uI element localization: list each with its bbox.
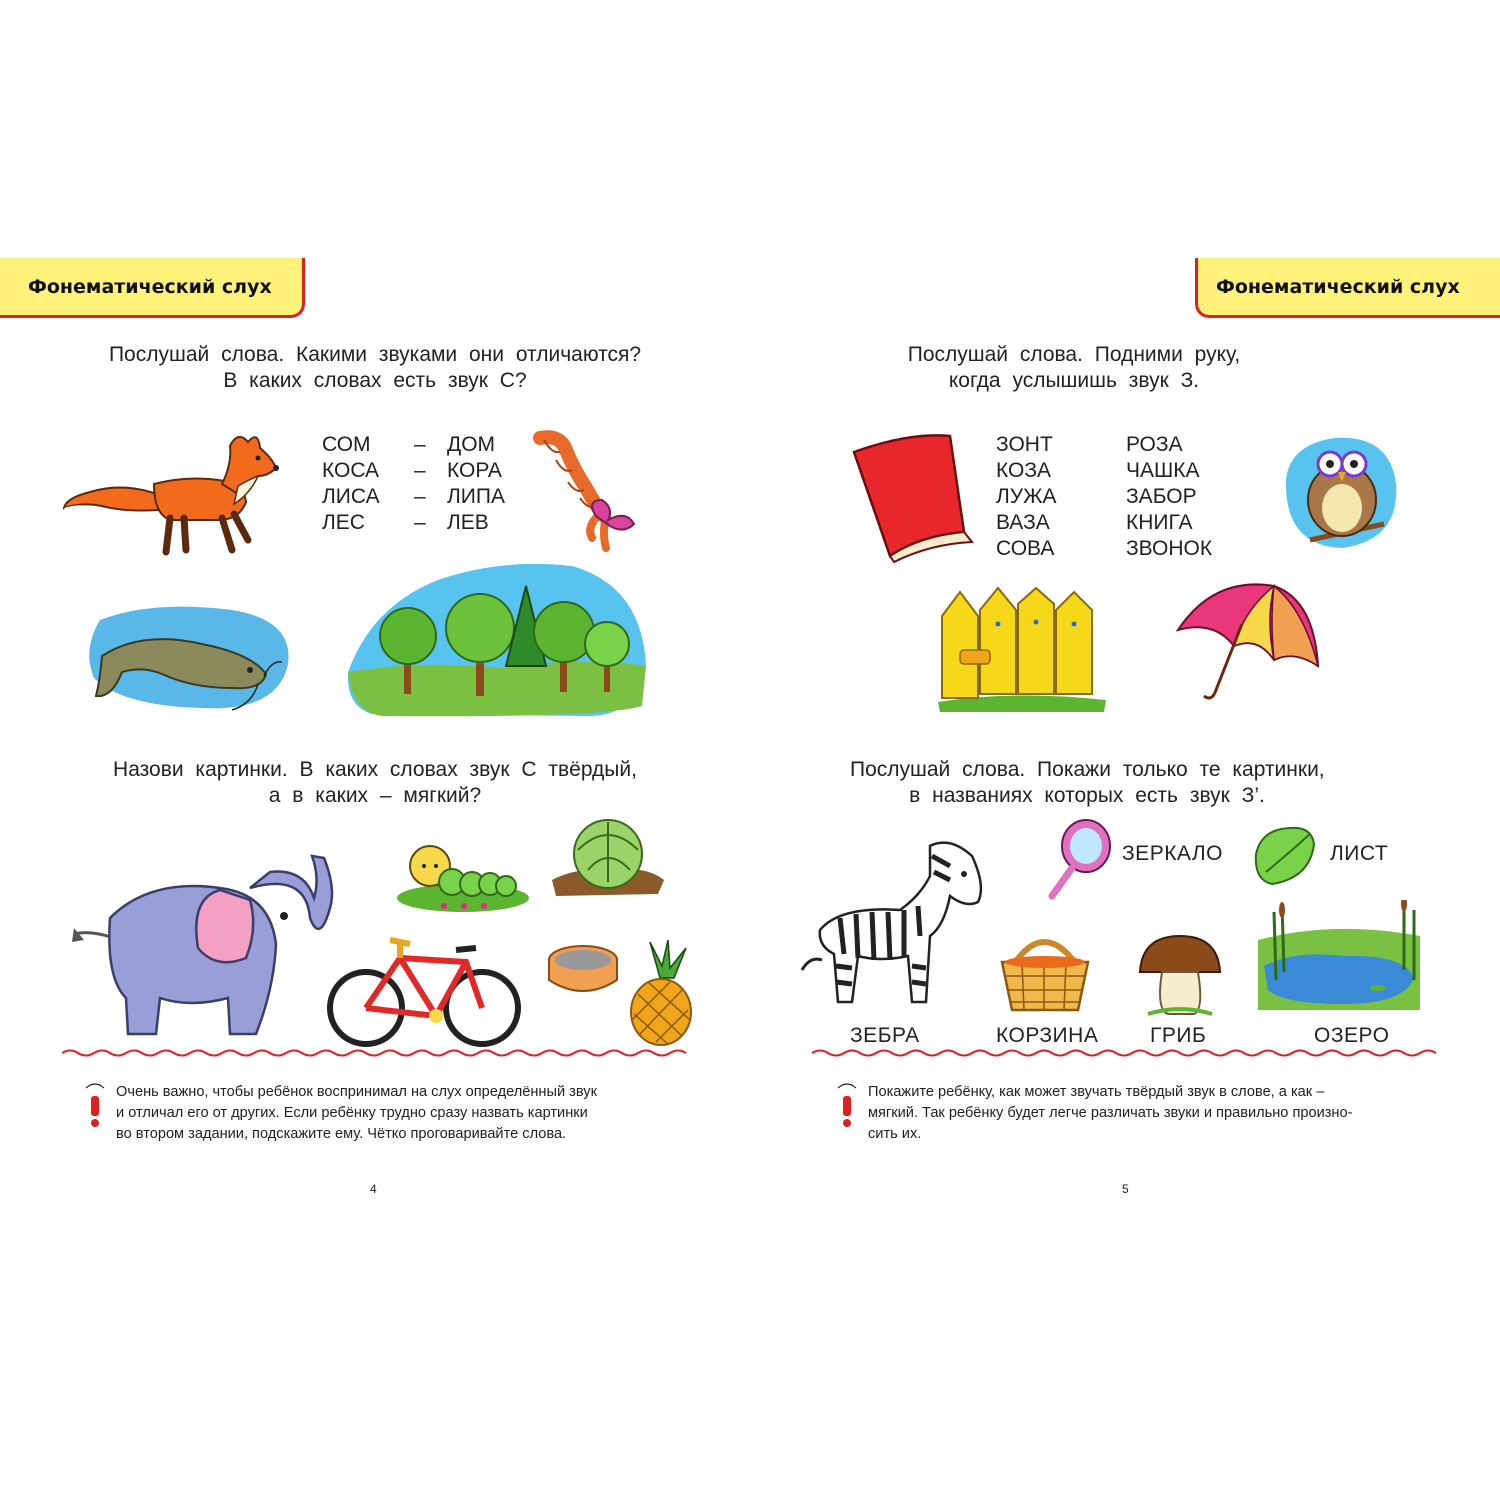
word: ЛЕС <box>322 511 365 534</box>
dash: – <box>414 433 426 456</box>
label-mirror: ЗЕРКАЛО <box>1122 842 1224 865</box>
mushroom-illustration <box>1138 934 1222 1016</box>
section-header <box>1195 258 1500 318</box>
instruction-line: Послушай слова. Подними руку, <box>907 343 1241 366</box>
task1-instruction <box>850 342 1298 394</box>
word: КНИГА <box>1126 511 1193 534</box>
section-header-label: Фонематический слух <box>28 275 272 298</box>
leaf-illustration <box>1252 824 1318 886</box>
exclamation-icon <box>836 1082 858 1130</box>
instruction-line: в названиях которых есть звук З’. <box>909 784 1265 807</box>
word: КОСА <box>322 459 380 482</box>
label-mushroom: ГРИБ <box>1150 1024 1207 1047</box>
instruction-line: а в каких – мягкий? <box>268 784 482 807</box>
mirror-illustration <box>1048 818 1114 900</box>
caterpillar-illustration <box>394 826 532 914</box>
fox-illustration <box>62 424 282 556</box>
task2-instruction <box>850 757 1324 809</box>
word-pair <box>322 458 505 484</box>
word: КОРА <box>447 459 502 482</box>
word-pair <box>322 432 505 458</box>
pineapple-illustration <box>624 938 698 1046</box>
word: ВАЗА <box>996 511 1050 534</box>
instruction-line: Послушай слова. Покажи только те картинки, <box>850 758 1325 781</box>
braid-illustration <box>530 430 640 558</box>
forest-illustration <box>342 556 652 718</box>
word: ЗОНТ <box>996 433 1053 456</box>
word: ЗАБОР <box>1126 485 1197 508</box>
instruction-line: когда услышишь звук З. <box>948 369 1200 392</box>
word: ЛИПА <box>447 485 505 508</box>
word: ЛЕВ <box>447 511 489 534</box>
word: ДОМ <box>447 433 496 456</box>
word: КОЗА <box>996 459 1052 482</box>
divider-line <box>62 1046 690 1060</box>
task2-instruction <box>80 757 670 809</box>
dash: – <box>414 485 426 508</box>
instruction-line: Послушай слова. Какими звуками они отличаются? <box>108 343 642 366</box>
exclamation-icon <box>84 1082 106 1130</box>
adult-note <box>116 1082 597 1145</box>
label-zebra: ЗЕБРА <box>850 1024 920 1047</box>
fence-illustration <box>934 586 1110 714</box>
word: ЛИСА <box>322 485 380 508</box>
word: СОМ <box>322 433 371 456</box>
note-line: мягкий. Так ребёнку будет легче различать звуки и правильно произно- <box>868 1105 1353 1121</box>
word: ЗВОНОК <box>1126 537 1213 560</box>
word-pair <box>322 484 505 510</box>
catfish-illustration <box>82 600 294 718</box>
section-header-label: Фонематический слух <box>1216 275 1460 298</box>
word-column-2 <box>1126 432 1212 562</box>
dash: – <box>414 459 426 482</box>
label-basket: КОРЗИНА <box>996 1024 1099 1047</box>
word: ЧАШКА <box>1126 459 1200 482</box>
umbrella-illustration <box>1174 580 1322 704</box>
note-line: во втором задании, подскажите ему. Чётко проговаривайте слова. <box>116 1126 567 1142</box>
sieve-illustration <box>546 942 620 998</box>
bicycle-illustration <box>326 932 522 1050</box>
word-column-1 <box>996 432 1057 562</box>
dash: – <box>414 511 426 534</box>
note-line: Покажите ребёнку, как может звучать твёрдый звук в слове, а как – <box>868 1084 1325 1100</box>
elephant-illustration <box>70 848 338 1046</box>
word-pairs <box>322 432 505 536</box>
book-illustration <box>850 432 978 564</box>
divider-line <box>812 1046 1440 1060</box>
zebra-illustration <box>800 836 986 1008</box>
word: СОВА <box>996 537 1055 560</box>
task1-instruction <box>80 342 670 394</box>
label-lake: ОЗЕРО <box>1314 1024 1390 1047</box>
note-line: и отличал его от других. Если ребёнку трудно сразу назвать картинки <box>116 1105 588 1121</box>
page-number: 5 <box>1122 1182 1129 1196</box>
word: РОЗА <box>1126 433 1183 456</box>
owl-illustration <box>1280 428 1402 556</box>
section-header <box>0 258 305 318</box>
word: ЛУЖА <box>996 485 1057 508</box>
lake-illustration <box>1254 900 1424 1016</box>
adult-note <box>868 1082 1352 1145</box>
label-leaf: ЛИСТ <box>1330 842 1389 865</box>
right-page <box>750 0 1500 1500</box>
instruction-line: Назови картинки. В каких словах звук С твёрдый, <box>113 758 637 781</box>
page-number: 4 <box>370 1182 377 1196</box>
instruction-line: В каких словах есть звук С? <box>223 369 527 392</box>
basket-illustration <box>998 930 1092 1014</box>
word-pair <box>322 510 505 536</box>
cabbage-illustration <box>548 810 668 898</box>
note-line: сить их. <box>868 1126 922 1142</box>
note-line: Очень важно, чтобы ребёнок воспринимал на слух определённый звук <box>116 1084 597 1100</box>
